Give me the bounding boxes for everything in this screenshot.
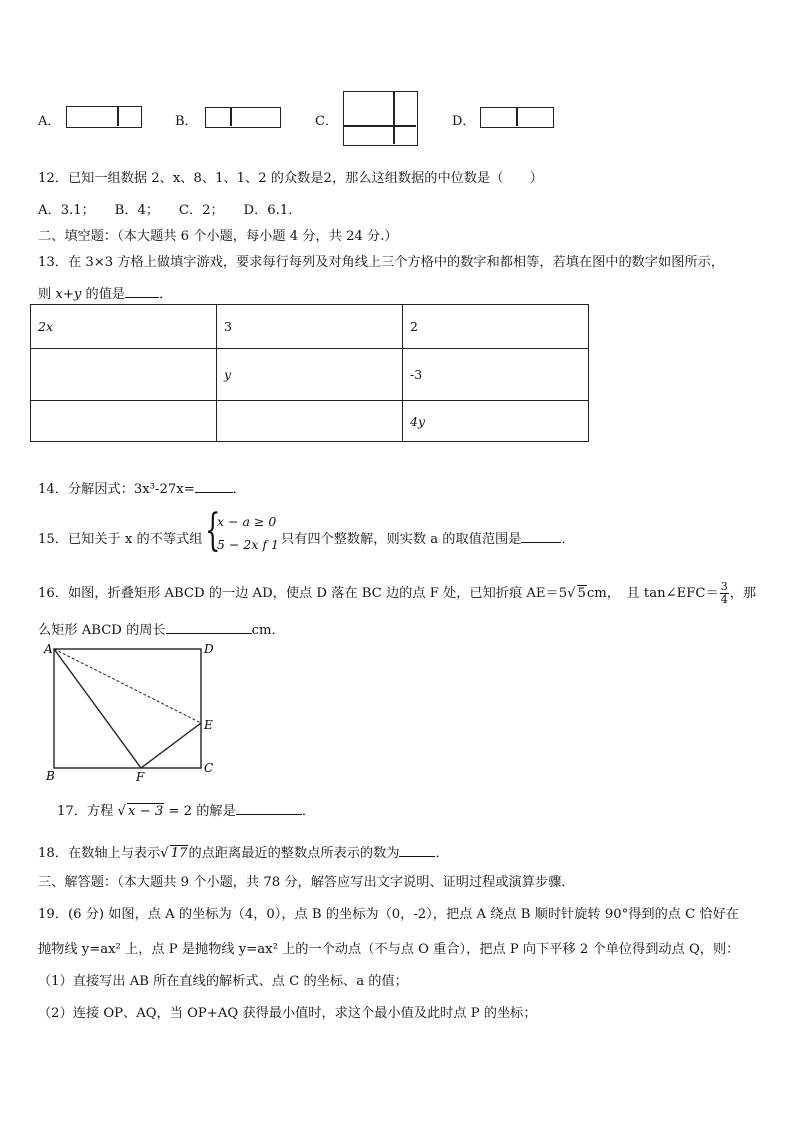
section-2-heading: 二、填空题：（本大题共 6 个小题，每小题 4 分，共 24 分.） bbox=[38, 229, 398, 244]
q18-answer-blank[interactable] bbox=[399, 844, 435, 857]
q16-frac-den: 4 bbox=[720, 593, 728, 606]
q15-end: ． bbox=[561, 532, 575, 547]
grid-cell: 2x bbox=[31, 305, 217, 349]
q12-stem: 12．已知一组数据 2、x、8、1、1、2 的众数是2，那么这组数据的中位数是（ ） bbox=[38, 171, 543, 186]
q15-post: 只有四个整数解，则实数 a 的取值范围是 bbox=[281, 532, 522, 547]
q16-rectangle-figure bbox=[40, 640, 230, 785]
grid-row bbox=[31, 349, 589, 401]
q19-part2: （2）连接 OP、AQ，当 OP+AQ 获得最小值时，求这个最小值及此时点 P 的坐标； bbox=[38, 1006, 537, 1021]
option-b-label: B． bbox=[175, 114, 198, 129]
q13-line1: 13．在 3×3 方格上做填字游戏，要求每行每列及对角线上三个方格中的数字和都相等，若填在图中的数字如图所示， bbox=[38, 255, 724, 270]
q16-line1-post: ，那 bbox=[729, 586, 757, 601]
q18 bbox=[38, 842, 449, 861]
q14-end: ． bbox=[232, 482, 246, 497]
q18-pre: 18．在数轴上与表示 bbox=[38, 846, 161, 861]
q13-answer-blank[interactable] bbox=[125, 285, 159, 298]
q13-line2-post: 的值是 bbox=[81, 287, 126, 302]
q15-inequality-system bbox=[205, 505, 281, 557]
grid-cell: -3 bbox=[403, 349, 589, 401]
grid-cell bbox=[31, 349, 217, 401]
q13-grid bbox=[30, 304, 589, 442]
q14-answer-blank[interactable] bbox=[195, 480, 233, 493]
grid-cell bbox=[31, 401, 217, 442]
q17-end: ． bbox=[301, 804, 315, 819]
segment-fe bbox=[141, 723, 201, 768]
sqrt-icon: √ bbox=[117, 804, 126, 819]
fold-line-ae bbox=[54, 649, 201, 723]
q19-part1: （1）直接写出 AB 所在直线的解析式、点 C 的坐标、a 的值； bbox=[38, 974, 408, 989]
label-f: F bbox=[136, 770, 145, 784]
q15-row2: 5 − 2x f 1 bbox=[217, 537, 279, 552]
q18-end: ． bbox=[435, 846, 449, 861]
sqrt-icon: √ bbox=[160, 846, 169, 861]
q12-options: A．3.1； B．4； C．2； D．6.1． bbox=[38, 203, 302, 218]
q17-post: 的解是 bbox=[192, 804, 236, 819]
q13-var: x+y bbox=[55, 287, 82, 302]
grid-cell: 2 bbox=[403, 305, 589, 349]
label-c: C bbox=[204, 761, 214, 775]
q19-line1: 19．(6 分) 如图，点 A 的坐标为（4，0），点 B 的坐标为（0，-2），把点 A 绕点 B 顺时针旋转 90°得到的点 C 恰好在 bbox=[38, 907, 739, 922]
label-a: A bbox=[44, 642, 53, 656]
q16-sqrt: 5 bbox=[577, 586, 586, 601]
grid-cell: 3 bbox=[217, 305, 403, 349]
q15-answer-blank[interactable] bbox=[521, 530, 561, 543]
option-d-label: D． bbox=[452, 114, 476, 129]
q16-line1-unit: cm， 且 tan∠EFC＝ bbox=[586, 586, 719, 601]
q16-line1-pre: 16．如图，折叠矩形 ABCD 的一边 AD，使点 D 落在 BC 边的点 F 处，已知折痕 AE＝5 bbox=[38, 586, 568, 601]
q15-post-line bbox=[281, 528, 575, 547]
q17-answer-blank[interactable] bbox=[236, 802, 302, 815]
q16-answer-blank[interactable] bbox=[166, 621, 252, 634]
grid-cell: 4y bbox=[403, 401, 589, 442]
q14-text: 14．分解因式：3x³-27x= bbox=[38, 482, 195, 497]
grid-cell bbox=[217, 401, 403, 442]
section-3-heading: 三、解答题：（本大题共 9 个小题，共 78 分，解答应写出文字说明、证明过程或演算步骤． bbox=[38, 875, 575, 890]
option-c-figure bbox=[343, 91, 418, 146]
q13-line2-end: ． bbox=[159, 287, 173, 302]
option-a-label: A． bbox=[38, 114, 61, 129]
left-brace-icon: { bbox=[205, 505, 221, 556]
q15-pre: 15．已知关于 x 的不等式组 bbox=[38, 532, 203, 547]
q17-sqrt: x − 3 bbox=[127, 804, 164, 819]
grid-cell: y bbox=[217, 349, 403, 401]
grid-row bbox=[31, 401, 589, 442]
q17 bbox=[57, 800, 315, 819]
q17-pre: 17．方程 bbox=[57, 804, 118, 819]
label-d: D bbox=[204, 642, 214, 656]
label-b: B bbox=[46, 769, 55, 783]
q16-line1 bbox=[38, 581, 756, 606]
q16-line2-pre: 么矩形 ABCD 的周长 bbox=[38, 623, 166, 638]
q13-line2-pre: 则 bbox=[38, 287, 56, 302]
q16-frac-num: 3 bbox=[720, 580, 728, 593]
q14 bbox=[38, 478, 246, 497]
q17-eq: = 2 bbox=[164, 804, 193, 819]
q16-line2 bbox=[38, 619, 285, 638]
q18-post: 的点距离最近的整数点所表示的数为 bbox=[188, 846, 400, 861]
grid-row bbox=[31, 305, 589, 349]
option-c-label: C． bbox=[315, 114, 338, 129]
label-e: E bbox=[204, 718, 213, 732]
q19-line2: 抛物线 y=ax² 上，点 P 是抛物线 y=ax² 上的一个动点（不与点 O 重合），把点 P 向下平移 2 个单位得到动点 Q，则： bbox=[38, 942, 740, 957]
option-d-figure bbox=[480, 107, 554, 128]
q15-row1: x − a ≥ 0 bbox=[217, 514, 277, 529]
option-b-figure bbox=[205, 107, 281, 128]
q16-fraction bbox=[720, 581, 729, 606]
option-a-figure bbox=[66, 106, 142, 128]
q16-line2-unit: cm． bbox=[251, 623, 285, 638]
segment-af bbox=[54, 649, 141, 768]
q13-line2 bbox=[38, 283, 172, 302]
q18-sqrt: 17 bbox=[170, 846, 188, 861]
sqrt-icon: √ bbox=[567, 586, 576, 601]
